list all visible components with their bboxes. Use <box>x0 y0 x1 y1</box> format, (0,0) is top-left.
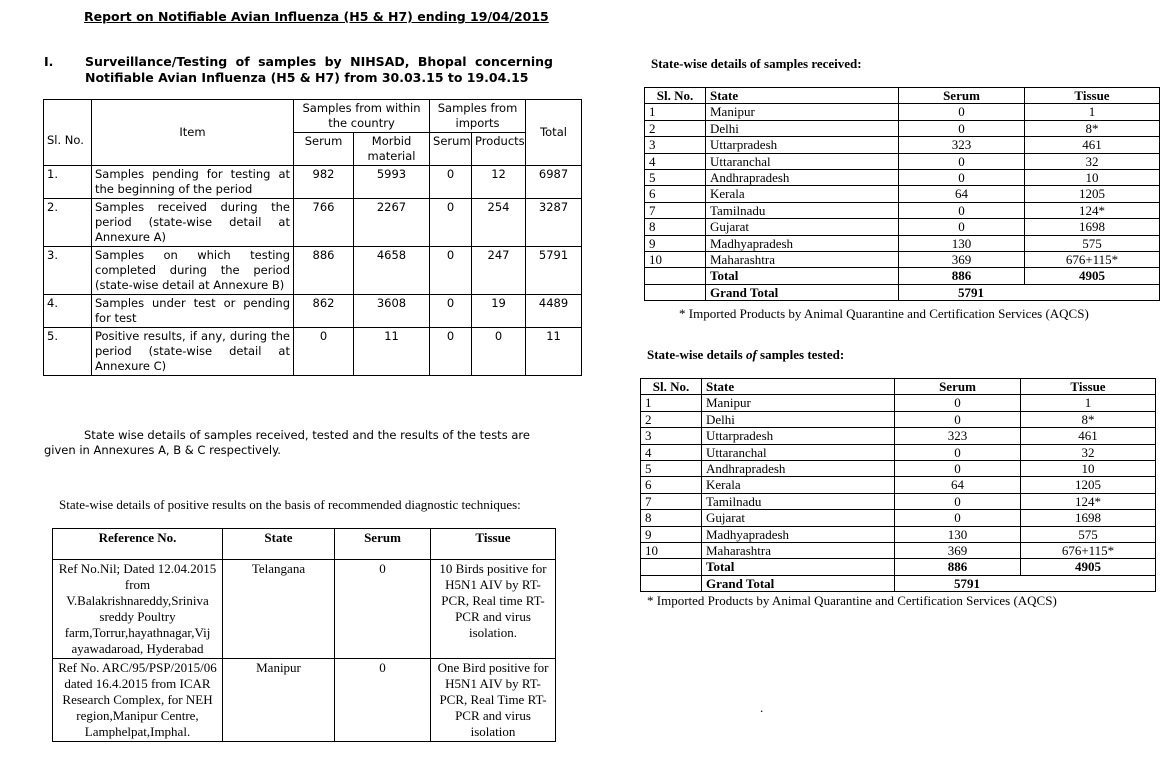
cell-tissue: 676+115* <box>1021 543 1156 559</box>
cell-blank <box>641 559 702 575</box>
cell-item: Samples under test or pending for test <box>92 295 294 328</box>
cell-sl: 1 <box>641 395 702 411</box>
cell-state: Gujarat <box>702 510 895 526</box>
cell-state: Madhyapradesh <box>702 526 895 542</box>
table-row <box>44 247 582 295</box>
cell-tissue: 32 <box>1021 444 1156 460</box>
cell-serum: 130 <box>899 235 1025 251</box>
cell-item: Positive results, if any, during the period (state-wise detail at Annexure C) <box>92 328 294 376</box>
cell-reference: Ref No. ARC/95/PSP/2015/06 dated 16.4.2015 from ICAR Research Complex, for NEH region,Manipur Centre, Lamphelpat,Imphal. <box>53 659 223 742</box>
total-serum: 886 <box>895 559 1021 575</box>
cell-serum: 0 <box>895 411 1021 427</box>
table-row <box>645 219 1160 235</box>
table-row <box>645 252 1160 268</box>
cell-sl: 3. <box>44 247 92 295</box>
cell-state: Kerala <box>706 186 899 202</box>
cell-morbid: 11 <box>354 328 430 376</box>
cell-state: Uttarpradesh <box>702 428 895 444</box>
cell-state: Delhi <box>702 411 895 427</box>
cell-sl: 2. <box>44 199 92 247</box>
table-row <box>641 526 1156 542</box>
header-imports: Samples from imports <box>430 100 526 133</box>
table-row <box>44 166 582 199</box>
cell-sl: 7 <box>641 493 702 509</box>
received-table <box>644 87 1160 301</box>
total-label: Total <box>706 268 899 284</box>
cell-sl: 4 <box>645 153 706 169</box>
cell-sl: 2 <box>645 120 706 136</box>
cell-sl: 3 <box>645 137 706 153</box>
grand-total-value: 5791 <box>899 284 1160 300</box>
cell-tissue: 10 <box>1021 461 1156 477</box>
table-row <box>645 104 1160 120</box>
stray-mark: . <box>760 700 764 715</box>
cell-sl: 8 <box>645 219 706 235</box>
grand-total-row <box>645 284 1160 300</box>
header-serum: Serum <box>899 88 1025 104</box>
grand-total-row <box>641 575 1156 591</box>
table-row <box>645 137 1160 153</box>
cell-products: 254 <box>472 199 526 247</box>
table-row <box>645 235 1160 251</box>
cell-serum: 64 <box>899 186 1025 202</box>
positive-results-title: State-wise details of positive results on the basis of recommended diagnostic techniques: <box>59 497 521 512</box>
header-products: Products <box>472 133 526 166</box>
cell-tissue: 1205 <box>1025 186 1160 202</box>
cell-serum: 0 <box>895 444 1021 460</box>
header-reference-no: Reference No. <box>53 529 223 560</box>
cell-state: Andhrapradesh <box>706 170 899 186</box>
cell-tissue: 32 <box>1025 153 1160 169</box>
cell-serum: 982 <box>294 166 354 199</box>
annexure-paragraph: State wise details of samples received, tested and the results of the tests are given in Annexures A, B & C respectively. <box>44 428 530 457</box>
cell-total: 11 <box>526 328 582 376</box>
cell-serum: 0 <box>899 120 1025 136</box>
table-row <box>645 120 1160 136</box>
header-import-serum: Serum <box>430 133 472 166</box>
cell-sl: 3 <box>641 428 702 444</box>
positive-results-table <box>52 528 556 742</box>
cell-import-serum: 0 <box>430 166 472 199</box>
cell-tissue: 1 <box>1025 104 1160 120</box>
tested-footnote: * Imported Products by Animal Quarantine and Certification Services (AQCS) <box>647 593 1057 608</box>
cell-reference: Ref No.Nil; Dated 12.04.2015 from V.Balakrishnareddy,Sriniva sreddy Poultry farm,Torrur,hayathnagar,Vij ayawadaroad, Hyderabad <box>53 560 223 659</box>
cell-tissue: 1698 <box>1025 219 1160 235</box>
header-serum: Serum <box>895 379 1021 395</box>
cell-morbid: 2267 <box>354 199 430 247</box>
table-row <box>641 543 1156 559</box>
cell-sl: 1 <box>645 104 706 120</box>
cell-total: 3287 <box>526 199 582 247</box>
cell-serum: 0 <box>899 202 1025 218</box>
header-tissue: Tissue <box>1025 88 1160 104</box>
cell-item: Samples pending for testing at the beginning of the period <box>92 166 294 199</box>
cell-serum: 0 <box>895 461 1021 477</box>
received-header-row <box>645 88 1160 104</box>
cell-serum: 0 <box>895 395 1021 411</box>
cell-products: 0 <box>472 328 526 376</box>
table-row <box>641 411 1156 427</box>
received-footnote: * Imported Products by Animal Quarantine and Certification Services (AQCS) <box>679 306 1089 321</box>
cell-import-serum: 0 <box>430 247 472 295</box>
cell-state: Tamilnadu <box>706 202 899 218</box>
cell-tissue: 10 Birds positive for H5N1 AIV by RT-PCR, Real time RT-PCR and virus isolation. <box>431 560 556 659</box>
table-row <box>641 477 1156 493</box>
table-row <box>44 199 582 247</box>
cell-serum: 862 <box>294 295 354 328</box>
cell-serum: 0 <box>895 510 1021 526</box>
table-row <box>645 186 1160 202</box>
cell-sl: 4. <box>44 295 92 328</box>
cell-tissue: 575 <box>1025 235 1160 251</box>
cell-morbid: 4658 <box>354 247 430 295</box>
tested-header-row <box>641 379 1156 395</box>
header-sl-no: Sl. No. <box>44 100 92 166</box>
cell-import-serum: 0 <box>430 328 472 376</box>
cell-import-serum: 0 <box>430 199 472 247</box>
cell-serum: 64 <box>895 477 1021 493</box>
header-serum: Serum <box>335 529 431 560</box>
section-number: I. <box>44 54 54 69</box>
cell-sl: 7 <box>645 202 706 218</box>
tested-title-post: samples tested: <box>756 347 845 362</box>
cell-sl: 1. <box>44 166 92 199</box>
total-tissue: 4905 <box>1025 268 1160 284</box>
cell-tissue: 8* <box>1025 120 1160 136</box>
cell-tissue: One Bird positive for H5N1 AIV by RT-PCR, Real Time RT-PCR and virus isolation <box>431 659 556 742</box>
cell-state: Andhrapradesh <box>702 461 895 477</box>
cell-serum: 0 <box>899 170 1025 186</box>
header-morbid-material: Morbid material <box>354 133 430 166</box>
table-row <box>645 153 1160 169</box>
cell-tissue: 1698 <box>1021 510 1156 526</box>
header-serum: Serum <box>294 133 354 166</box>
cell-serum: 323 <box>899 137 1025 153</box>
header-sl-no: Sl. No. <box>645 88 706 104</box>
cell-state: Uttarpradesh <box>706 137 899 153</box>
received-title: State-wise details of samples received: <box>651 56 862 71</box>
cell-serum: 369 <box>895 543 1021 559</box>
cell-state: Uttaranchal <box>706 153 899 169</box>
cell-serum: 130 <box>895 526 1021 542</box>
cell-tissue: 676+115* <box>1025 252 1160 268</box>
cell-products: 19 <box>472 295 526 328</box>
table-row <box>641 461 1156 477</box>
header-tissue: Tissue <box>1021 379 1156 395</box>
table-row <box>53 560 556 659</box>
cell-sl: 9 <box>645 235 706 251</box>
grand-total-value: 5791 <box>895 575 1156 591</box>
cell-import-serum: 0 <box>430 295 472 328</box>
cell-tissue: 8* <box>1021 411 1156 427</box>
table-row <box>44 328 582 376</box>
table-row <box>641 444 1156 460</box>
cell-tissue: 124* <box>1021 493 1156 509</box>
header-total: Total <box>526 100 582 166</box>
cell-sl: 10 <box>641 543 702 559</box>
table-row <box>641 428 1156 444</box>
cell-morbid: 3608 <box>354 295 430 328</box>
header-state: State <box>223 529 335 560</box>
table-row <box>641 493 1156 509</box>
cell-sl: 5 <box>641 461 702 477</box>
header-tissue: Tissue <box>431 529 556 560</box>
cell-products: 12 <box>472 166 526 199</box>
table-row <box>641 510 1156 526</box>
cell-state: Manipur <box>706 104 899 120</box>
cell-products: 247 <box>472 247 526 295</box>
cell-state: Manipur <box>702 395 895 411</box>
total-label: Total <box>702 559 895 575</box>
tested-title-pre: State-wise details <box>647 347 746 362</box>
cell-serum: 0 <box>294 328 354 376</box>
table-row <box>641 395 1156 411</box>
cell-blank <box>645 268 706 284</box>
header-state: State <box>702 379 895 395</box>
summary-header-row <box>44 100 582 133</box>
cell-state: Manipur <box>223 659 335 742</box>
total-row <box>645 268 1160 284</box>
cell-serum: 766 <box>294 199 354 247</box>
table-row <box>44 295 582 328</box>
cell-blank <box>641 575 702 591</box>
tested-title <box>647 347 844 363</box>
cell-state: Tamilnadu <box>702 493 895 509</box>
grand-total-label: Grand Total <box>702 575 895 591</box>
cell-sl: 10 <box>645 252 706 268</box>
cell-sl: 2 <box>641 411 702 427</box>
header-within-country: Samples from within the country <box>294 100 430 133</box>
cell-total: 4489 <box>526 295 582 328</box>
cell-item: Samples on which testing completed during the period (state-wise detail at Annexure B) <box>92 247 294 295</box>
cell-blank <box>645 284 706 300</box>
total-serum: 886 <box>899 268 1025 284</box>
cell-sl: 4 <box>641 444 702 460</box>
cell-sl: 5 <box>645 170 706 186</box>
cell-tissue: 1 <box>1021 395 1156 411</box>
cell-sl: 9 <box>641 526 702 542</box>
header-state: State <box>706 88 899 104</box>
section-heading: Surveillance/Testing of samples by NIHSAD, Bhopal concerning Notifiable Avian Influenza (H5 & H7) from 30.03.15 to 19.04.15 <box>85 54 553 85</box>
table-row <box>53 659 556 742</box>
cell-serum: 369 <box>899 252 1025 268</box>
tested-table <box>640 378 1156 592</box>
cell-sl: 8 <box>641 510 702 526</box>
cell-sl: 6 <box>641 477 702 493</box>
cell-sl: 6 <box>645 186 706 202</box>
cell-state: Uttaranchal <box>702 444 895 460</box>
cell-serum: 0 <box>335 659 431 742</box>
cell-state: Delhi <box>706 120 899 136</box>
cell-state: Madhyapradesh <box>706 235 899 251</box>
cell-serum: 0 <box>899 219 1025 235</box>
cell-state: Telangana <box>223 560 335 659</box>
cell-serum: 0 <box>895 493 1021 509</box>
cell-total: 5791 <box>526 247 582 295</box>
total-tissue: 4905 <box>1021 559 1156 575</box>
cell-tissue: 461 <box>1021 428 1156 444</box>
cell-tissue: 1205 <box>1021 477 1156 493</box>
cell-total: 6987 <box>526 166 582 199</box>
cell-item: Samples received during the period (state-wise detail at Annexure A) <box>92 199 294 247</box>
cell-tissue: 461 <box>1025 137 1160 153</box>
table-row <box>645 170 1160 186</box>
summary-table <box>43 99 582 376</box>
cell-serum: 0 <box>335 560 431 659</box>
cell-serum: 886 <box>294 247 354 295</box>
cell-morbid: 5993 <box>354 166 430 199</box>
table-row <box>645 202 1160 218</box>
cell-serum: 0 <box>899 104 1025 120</box>
cell-state: Kerala <box>702 477 895 493</box>
cell-tissue: 124* <box>1025 202 1160 218</box>
cell-state: Maharashtra <box>702 543 895 559</box>
positive-header-row <box>53 529 556 560</box>
total-row <box>641 559 1156 575</box>
cell-tissue: 10 <box>1025 170 1160 186</box>
tested-title-italic: of <box>745 347 757 362</box>
cell-tissue: 575 <box>1021 526 1156 542</box>
cell-state: Maharashtra <box>706 252 899 268</box>
cell-serum: 323 <box>895 428 1021 444</box>
grand-total-label: Grand Total <box>706 284 899 300</box>
cell-serum: 0 <box>899 153 1025 169</box>
cell-sl: 5. <box>44 328 92 376</box>
report-title: Report on Notifiable Avian Influenza (H5 & H7) ending 19/04/2015 <box>84 9 549 24</box>
cell-state: Gujarat <box>706 219 899 235</box>
header-sl-no: Sl. No. <box>641 379 702 395</box>
header-item: Item <box>92 100 294 166</box>
